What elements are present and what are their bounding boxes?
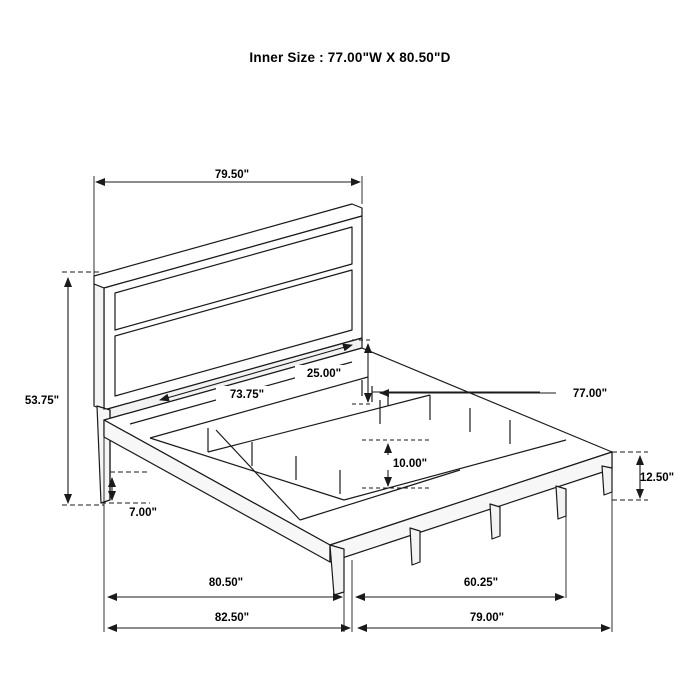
dim-leg-height: 7.00" <box>129 507 157 519</box>
dim-rail-height: 12.50" <box>639 472 675 484</box>
dim-headboard-panel-width: 73.75" <box>229 389 265 401</box>
leg-far-right <box>556 486 566 519</box>
leg-mid <box>410 528 420 565</box>
leg-front <box>330 545 344 595</box>
dim-overall-height: 53.75" <box>24 395 60 407</box>
dim-overall-right-depth: 79.00" <box>469 612 505 624</box>
dim-overall-left-depth: 82.50" <box>214 612 250 624</box>
dim-headboard-width: 79.50" <box>214 169 250 181</box>
dim-footprint-right-depth: 60.25" <box>463 577 499 589</box>
leg-corner <box>602 466 612 495</box>
page-title: Inner Size : 77.00"W X 80.50"D <box>249 50 451 65</box>
dim-footprint-left-depth: 80.50" <box>208 577 244 589</box>
dim-slat-height: 10.00" <box>392 458 428 470</box>
dim-inner-width: 77.00" <box>572 388 608 400</box>
leg-right <box>490 504 500 539</box>
dim-headboard-clearance: 25.00" <box>306 368 342 380</box>
